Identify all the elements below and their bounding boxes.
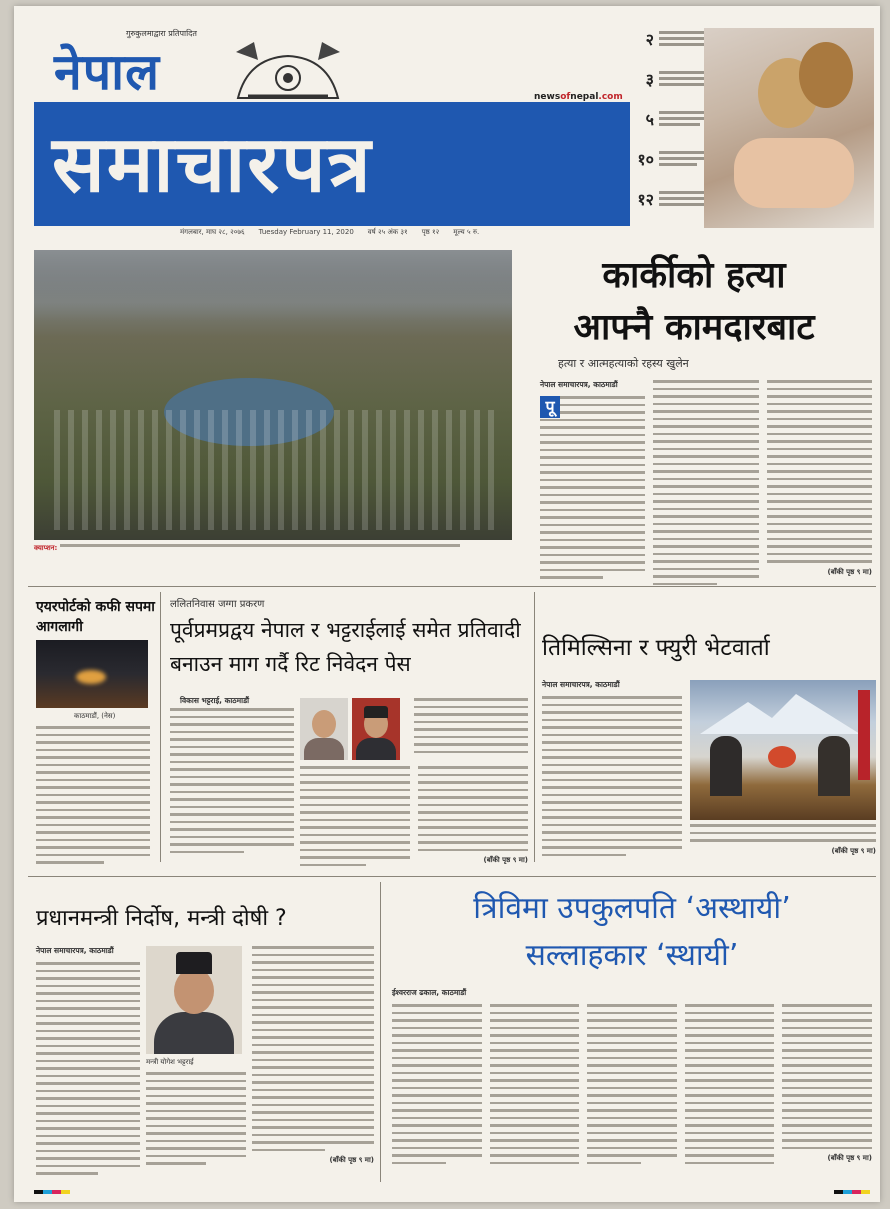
timilsina-continued[interactable]: (बाँकी पृष्ठ ९ मा) <box>831 846 876 855</box>
section-divider <box>28 586 876 587</box>
pm-body-left <box>36 946 140 1176</box>
pm-headline[interactable]: प्रधानमन्त्री निर्दोष, मन्त्री दोषी ? <box>36 906 287 931</box>
date-bs: मंगलबार, माघ २८, २०७६ <box>180 228 245 236</box>
portrait-photo[interactable] <box>352 698 400 760</box>
masthead-title-main: समाचारपत्र <box>52 120 373 210</box>
column-divider <box>534 592 535 862</box>
price: मूल्य ५ रु. <box>453 228 480 236</box>
lead-byline: नेपाल समाचारपत्र, काठमाडौं <box>540 380 618 389</box>
timilsina-headline[interactable]: तिमिल्सिना र फ्युरी भेटवार्ता <box>542 635 770 661</box>
airport-headline[interactable]: एयरपोर्टको कफी सपमा आगलागी <box>36 599 155 635</box>
lead-column <box>540 380 645 580</box>
portrait-photo[interactable] <box>300 698 348 760</box>
meeting-photo-caption <box>690 824 876 856</box>
writ-body-left <box>170 708 294 868</box>
lead-headline[interactable] <box>524 250 864 354</box>
lead-photo[interactable] <box>34 250 512 540</box>
teaser-page: ३ <box>645 70 654 89</box>
lead-body <box>540 380 872 580</box>
emblem-icon <box>228 38 348 106</box>
lead-photo-caption <box>34 544 512 553</box>
pm-body-right <box>252 946 374 1182</box>
writ-byline: विकास भट्टराई, काठमाडौं <box>180 696 250 705</box>
lead-subhead: हत्या र आत्महत्याको रहस्य खुलेन <box>558 357 689 370</box>
website-of: of <box>560 92 571 102</box>
pm-byline: नेपाल समाचारपत्र, काठमाडौं <box>36 946 114 955</box>
column-divider <box>380 882 381 1182</box>
column-divider <box>160 592 161 862</box>
lead-headline-line2: आफ्नै कामदारबाट <box>573 307 815 349</box>
lead-column <box>767 380 872 580</box>
caption-lead: क्याप्शन: <box>34 544 58 552</box>
print-color-bar <box>834 1190 870 1194</box>
timilsina-byline: नेपाल समाचारपत्र, काठमाडौं <box>542 680 620 689</box>
pm-body-mid <box>146 1072 246 1182</box>
tu-body <box>392 1004 872 1184</box>
timilsina-body <box>542 680 682 870</box>
newspaper-front-page <box>14 6 880 1202</box>
writ-continued[interactable]: (बाँकी पृष्ठ ९ मा) <box>483 856 528 864</box>
website-prefix: news <box>534 92 561 102</box>
section-divider <box>28 876 876 877</box>
print-color-bar <box>34 1190 70 1194</box>
lead-headline-line1: कार्कीको हत्या <box>602 255 786 296</box>
writ-kicker: ललितनिवास जग्गा प्रकरण <box>170 599 265 610</box>
masthead-title-band <box>34 102 630 226</box>
tu-byline: ईश्वरराज ढकाल, काठमाडौं <box>392 988 467 997</box>
airport-photo-caption: काठमाडौं, (नेस) <box>74 712 116 720</box>
writ-portraits <box>300 698 400 760</box>
website-url[interactable] <box>534 92 623 102</box>
teaser-page: १० <box>637 150 654 169</box>
lead-dropcap: पू <box>540 396 560 418</box>
writ-headline[interactable]: पूर्वप्रमप्रद्वय नेपाल र भट्टराईलाई समेत प्रतिवादी बनाउन माग गर्दै रिट निवेदन पेस <box>170 618 521 676</box>
teaser-page: १२ <box>637 190 654 209</box>
meeting-photo[interactable] <box>690 680 876 820</box>
airport-body <box>36 726 150 876</box>
teaser-page: ५ <box>645 110 654 129</box>
dateline <box>180 228 630 237</box>
tu-continued[interactable]: (बाँकी पृष्ठ ९ मा) <box>827 1154 872 1162</box>
pm-continued[interactable]: (बाँकी पृष्ठ ९ मा) <box>329 1156 374 1164</box>
lead-column <box>653 380 758 580</box>
website-tld: .com <box>598 92 623 102</box>
writ-body-right <box>300 766 528 876</box>
volume-issue: वर्ष २५ अंक ३१ <box>367 228 408 236</box>
lead-continued[interactable]: (बाँकी पृष्ठ ९ मा) <box>827 567 872 576</box>
tu-headline-line1: त्रिविमा उपकुलपति ‘अस्थायी’ <box>473 891 791 926</box>
minister-photo[interactable] <box>146 946 242 1054</box>
airport-photo[interactable] <box>36 640 148 708</box>
teaser-page: २ <box>645 30 654 49</box>
teaser-photo[interactable] <box>704 28 874 228</box>
page-count: पृष्ठ १२ <box>421 228 440 236</box>
date-en: Tuesday February 11, 2020 <box>258 228 354 236</box>
publisher-line: गुरुकुलमाद्वारा प्रतिपादित <box>126 29 197 38</box>
minister-photo-caption: मन्त्री योगेश भट्टराई <box>146 1058 194 1066</box>
tu-headline[interactable] <box>388 886 876 979</box>
writ-body-top <box>414 698 528 768</box>
masthead-title-top: नेपाल <box>54 43 160 101</box>
tu-headline-line2: सल्लाहकार ‘स्थायी’ <box>525 937 739 973</box>
website-suffix: nepal <box>570 92 599 102</box>
